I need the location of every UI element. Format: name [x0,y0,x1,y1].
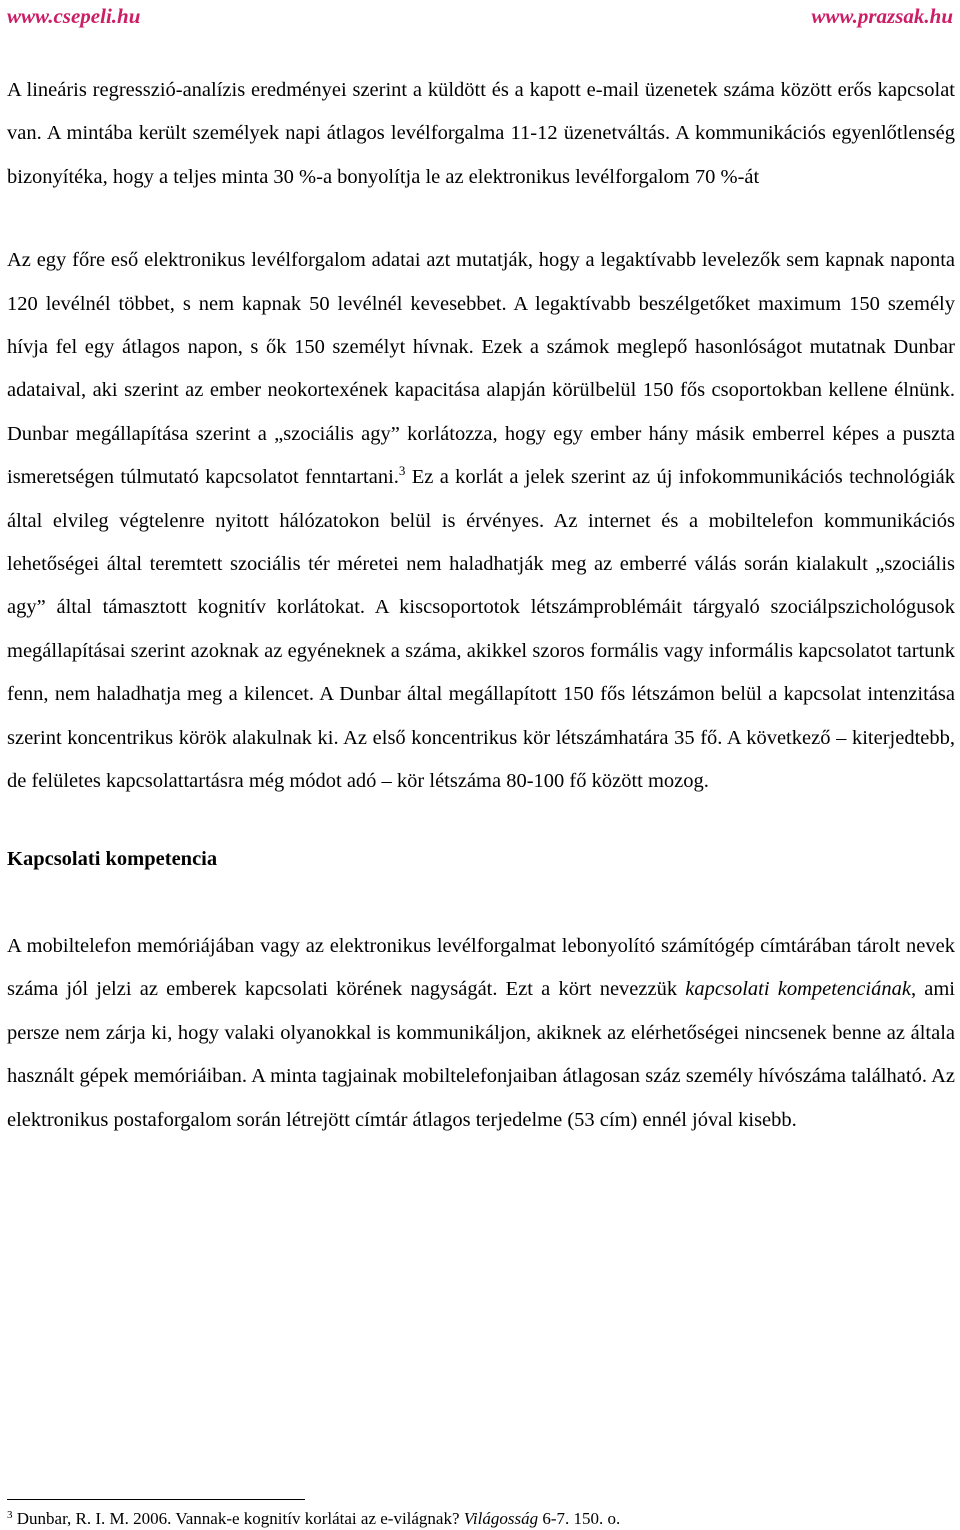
competence-italic-term: kapcsolati kompetenciának [685,978,911,1001]
footnote-number: 3 [7,1509,13,1521]
csepeli-link[interactable]: www.csepeli.hu [7,4,141,28]
prazsak-link[interactable]: www.prazsak.hu [811,4,953,28]
dunbar-text-part2: Ez a korlát a jelek szerint az új infokommunikációs technológiák által elvileg végtelenre nyitott hálózatokon belül is érvényes. Az internet és a mobiltelefon kommunikációs lehetőségei által teremtett szociális tér méretei nem haladhatják meg az emberré válás során kialakult „szociális agy” által támasztott kognitív korlátokat. A kiscsoportotok létszámproblémáit tárgyaló szociálpszichológusok megállapításai szerint azoknak az egyéneknek a száma, akikkel szoros formális vagy informális kapcsolatot tartunk fenn, nem haladhatja meg a kilencet. A Dunbar által megállapított 150 fős létszámon belül a kapcsolat intenzitása szerint koncentrikus körök alakulnak ki. Az első koncentrikus kör létszámhatára 35 fő. A következő – kiterjedtebb, de felületes kapcsolattartásra még módot adó – kör létszáma 80-100 fő között mozog. [7,466,955,793]
paragraph-spacer [7,881,955,925]
document-body [7,69,955,1142]
section-heading: Kapcsolati kompetencia [7,847,218,870]
paragraph-spacer [7,804,955,838]
paragraph-dunbar [7,239,955,803]
paragraph-spacer [7,199,955,239]
paragraph-kapcsolati-kompetencia [7,925,955,1142]
paragraph-email-regression: A lineáris regresszió-analízis eredményei szerint a küldött és a kapott e-mail üzenetek száma között erős kapcsolat van. A mintába került személyek napi átlagos levélforgalma 11-12 üzenetváltás. A kommunikációs egyenlőtlenség bizonyítéka, hogy a teljes minta 30 %-a bonyolítja le az elektronikus levélforgalom 70 %-át [7,79,955,188]
footnote-reference[interactable]: 3 [398,463,406,479]
competence-text-part1: A mobiltelefon memóriájában vagy az elektronikus levélforgalmat lebonyolító számítógép címtárában tárolt nevek száma jól jelzi az emberek kapcsolati körének nagyságát. Ezt a kört nevezzük [7,934,955,1001]
page-header [7,4,953,30]
footnote-text-part2: 6-7. 150. o. [538,1509,621,1528]
footnote-journal: Világosság [463,1509,539,1528]
footnote [7,1508,955,1530]
competence-text-part2: , ami persze nem zárja ki, hogy valaki olyanokkal is kommunikáljon, akiknek az elérhetőségei nincsenek benne az általa használt gépek memóriáiban. A minta tagjainak mobiltelefonjaiban átlagosan száz személy hívószáma található. Az elektronikus postaforgalom során létrejött címtár átlagos terjedelme (53 cím) ennél jóval kisebb. [7,978,955,1131]
footnote-text-part1: Dunbar, R. I. M. 2006. Vannak-e kognitív korlátai az e-világnak? [12,1509,464,1528]
footnote-separator [7,1499,305,1500]
dunbar-text-part1: Az egy főre eső elektronikus levélforgalom adatai azt mutatják, hogy a legaktívabb levelezők sem kapnak naponta 120 levélnél többet, s nem kapnak 50 levélnél kevesebbet. A legaktívabb beszélgetőket maximum 150 személy hívja fel egy átlagos napon, s ők 150 személyt hívnak. Ezek a számok meglepő hasonlóságot mutatnak Dunbar adataival, aki szerint az ember neokortexének kapacitása alapján körülbelül 150 fős csoportokban kellene élnünk. Dunbar megállapítása szerint a „szociális agy” korlátozza, hogy egy ember hány másik emberrel képes a puszta ismeretségen túlmutató kapcsolatot fenntartani. [7,249,955,489]
